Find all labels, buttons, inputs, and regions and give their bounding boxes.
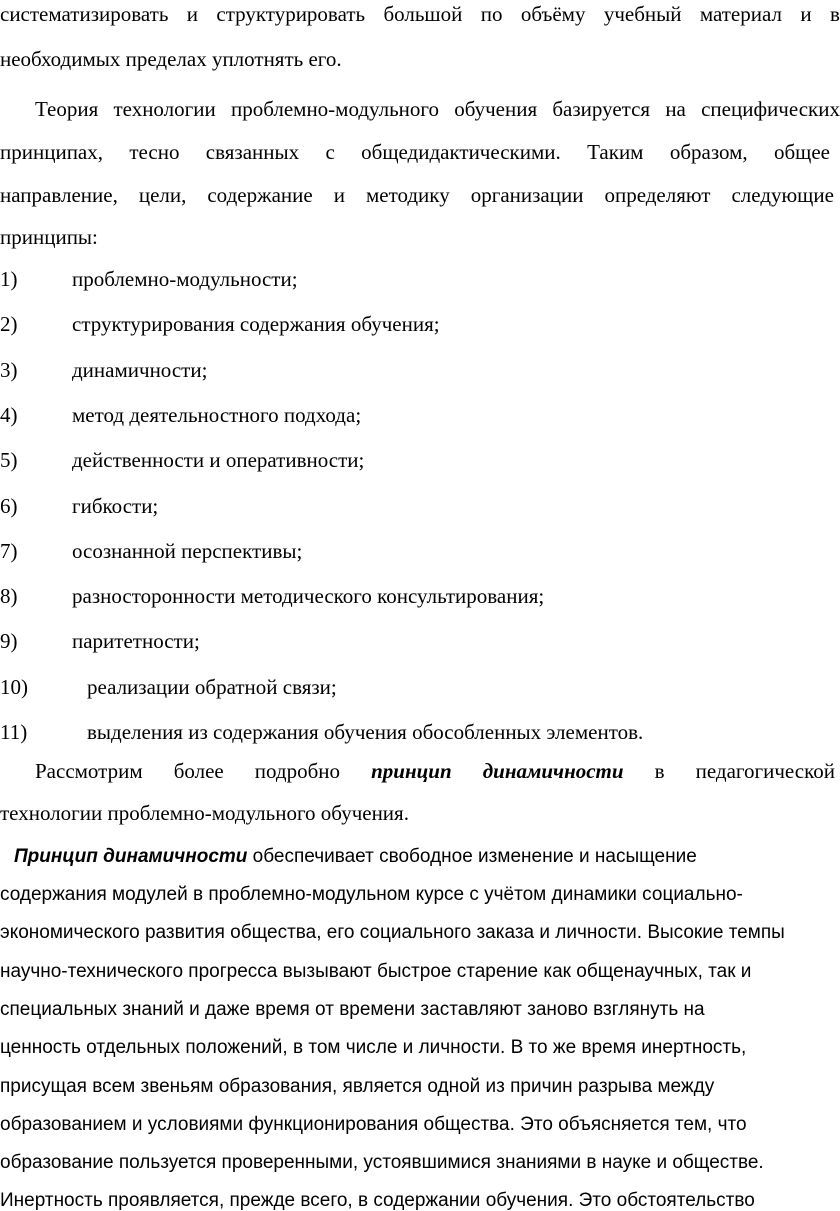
word: и [333, 183, 345, 207]
word: систематизировать [0, 2, 169, 26]
principle-number: 4) [0, 403, 18, 427]
para3-line1 [35, 761, 835, 782]
principle-number: 6) [0, 494, 18, 518]
word: Таким [587, 140, 644, 164]
principle-number: 10) [0, 675, 28, 699]
word: учебный [603, 2, 682, 26]
para4-line: образованием и условиями функционирования общества. Это объясняется тем, что [0, 1114, 747, 1135]
para3-word: педагогической [695, 759, 835, 783]
word: организации [470, 183, 584, 207]
principle-text: реализации обратной связи; [87, 675, 337, 699]
para4-line: присущая всем звеньям образования, является одной из причин разрыва между [0, 1076, 715, 1097]
para3-word: подробно [254, 759, 341, 783]
para4-line1 [14, 847, 697, 866]
word: структурировать [216, 2, 366, 26]
word: тесно [129, 140, 180, 164]
word: определяют [604, 183, 711, 207]
word: методику [365, 183, 450, 207]
para4-line1-rest: обеспечивает свободное изменение и насыщение [247, 846, 697, 867]
word: следующие [731, 183, 834, 207]
para3-bold-word: принцип [371, 759, 452, 783]
para1-line1 [0, 4, 840, 25]
principle-number: 5) [0, 448, 18, 472]
para4-line: научно-технического прогресса вызывают быстрое старение как общенаучных, так и [0, 961, 752, 982]
word: по [480, 2, 503, 26]
word: содержание [207, 183, 313, 207]
principle-number: 3) [0, 358, 18, 382]
para2-line1 [35, 99, 840, 120]
word: общее [773, 140, 830, 164]
word: проблемно-модульного [230, 97, 440, 121]
word: общедидактическими. [361, 140, 561, 164]
para3-word: в [654, 759, 665, 783]
word: большой [383, 2, 463, 26]
word: Теория [35, 97, 99, 121]
para3-word: Рассмотрим [35, 759, 143, 783]
principle-text: паритетности; [72, 629, 200, 653]
para2-line3 [0, 185, 834, 206]
principle-number: 2) [0, 312, 18, 336]
principle-text: выделения из содержания обучения обособленных элементов. [87, 720, 644, 744]
word: технологии [113, 97, 216, 121]
para2-line2 [0, 142, 830, 163]
word: принципах, [0, 140, 104, 164]
word: и [186, 2, 199, 26]
para3-word: более [173, 759, 224, 783]
para2-line4: принципы: [0, 225, 98, 249]
word: на [665, 97, 686, 121]
principle-text: разносторонности методического консультирования; [72, 584, 545, 608]
para4-line: образование пользуется проверенными, устоявшимися знаниями в науке и обществе. [0, 1152, 764, 1173]
para4-lead-bold: Принцип динамичности [14, 846, 248, 867]
word: обучения [454, 97, 538, 121]
principle-text: метод деятельностного подхода; [72, 403, 362, 427]
para4-line: специальных знаний и даже время от времени заставляют заново взглянуть на [0, 999, 705, 1020]
word: образом, [669, 140, 748, 164]
word: и [800, 2, 812, 26]
principle-text: осознанной перспективы; [72, 539, 303, 563]
principle-text: действенности и оперативности; [72, 448, 365, 472]
para1-line2: необходимых пределах уплотнять его. [0, 47, 342, 71]
para4-line: ценность отдельных положений, в том числе и личности. В то же время инертность, [0, 1037, 747, 1058]
word: в [829, 2, 840, 26]
word: направление, [0, 183, 118, 207]
word: базируется [552, 97, 651, 121]
principle-number: 9) [0, 629, 18, 653]
word: цели, [138, 183, 187, 207]
para3-bold-word: динамичности [482, 759, 624, 783]
principle-number: 7) [0, 539, 18, 563]
para4-line: экономического развития общества, его социального заказа и личности. Высокие темпы [0, 922, 785, 943]
principle-number: 1) [0, 267, 18, 291]
principle-text: проблемно-модульности; [72, 267, 298, 291]
word: связанных [205, 140, 300, 164]
word: объёму [520, 2, 586, 26]
para4-line: Инертность проявляется, прежде всего, в содержании обучения. Это обстоятельство [0, 1190, 755, 1211]
principle-number: 8) [0, 584, 18, 608]
principle-text: структурирования содержания обучения; [72, 312, 440, 336]
principle-text: динамичности; [72, 358, 208, 382]
word: материал [699, 2, 782, 26]
para3-line2: технологии проблемно-модульного обучения. [0, 801, 409, 825]
principle-text: гибкости; [72, 494, 159, 518]
para4-line: содержания модулей в проблемно-модульном курсе с учётом динамики социально- [0, 884, 743, 905]
principle-number: 11) [0, 720, 28, 744]
word: с [325, 140, 335, 164]
word: специфических [701, 97, 840, 121]
